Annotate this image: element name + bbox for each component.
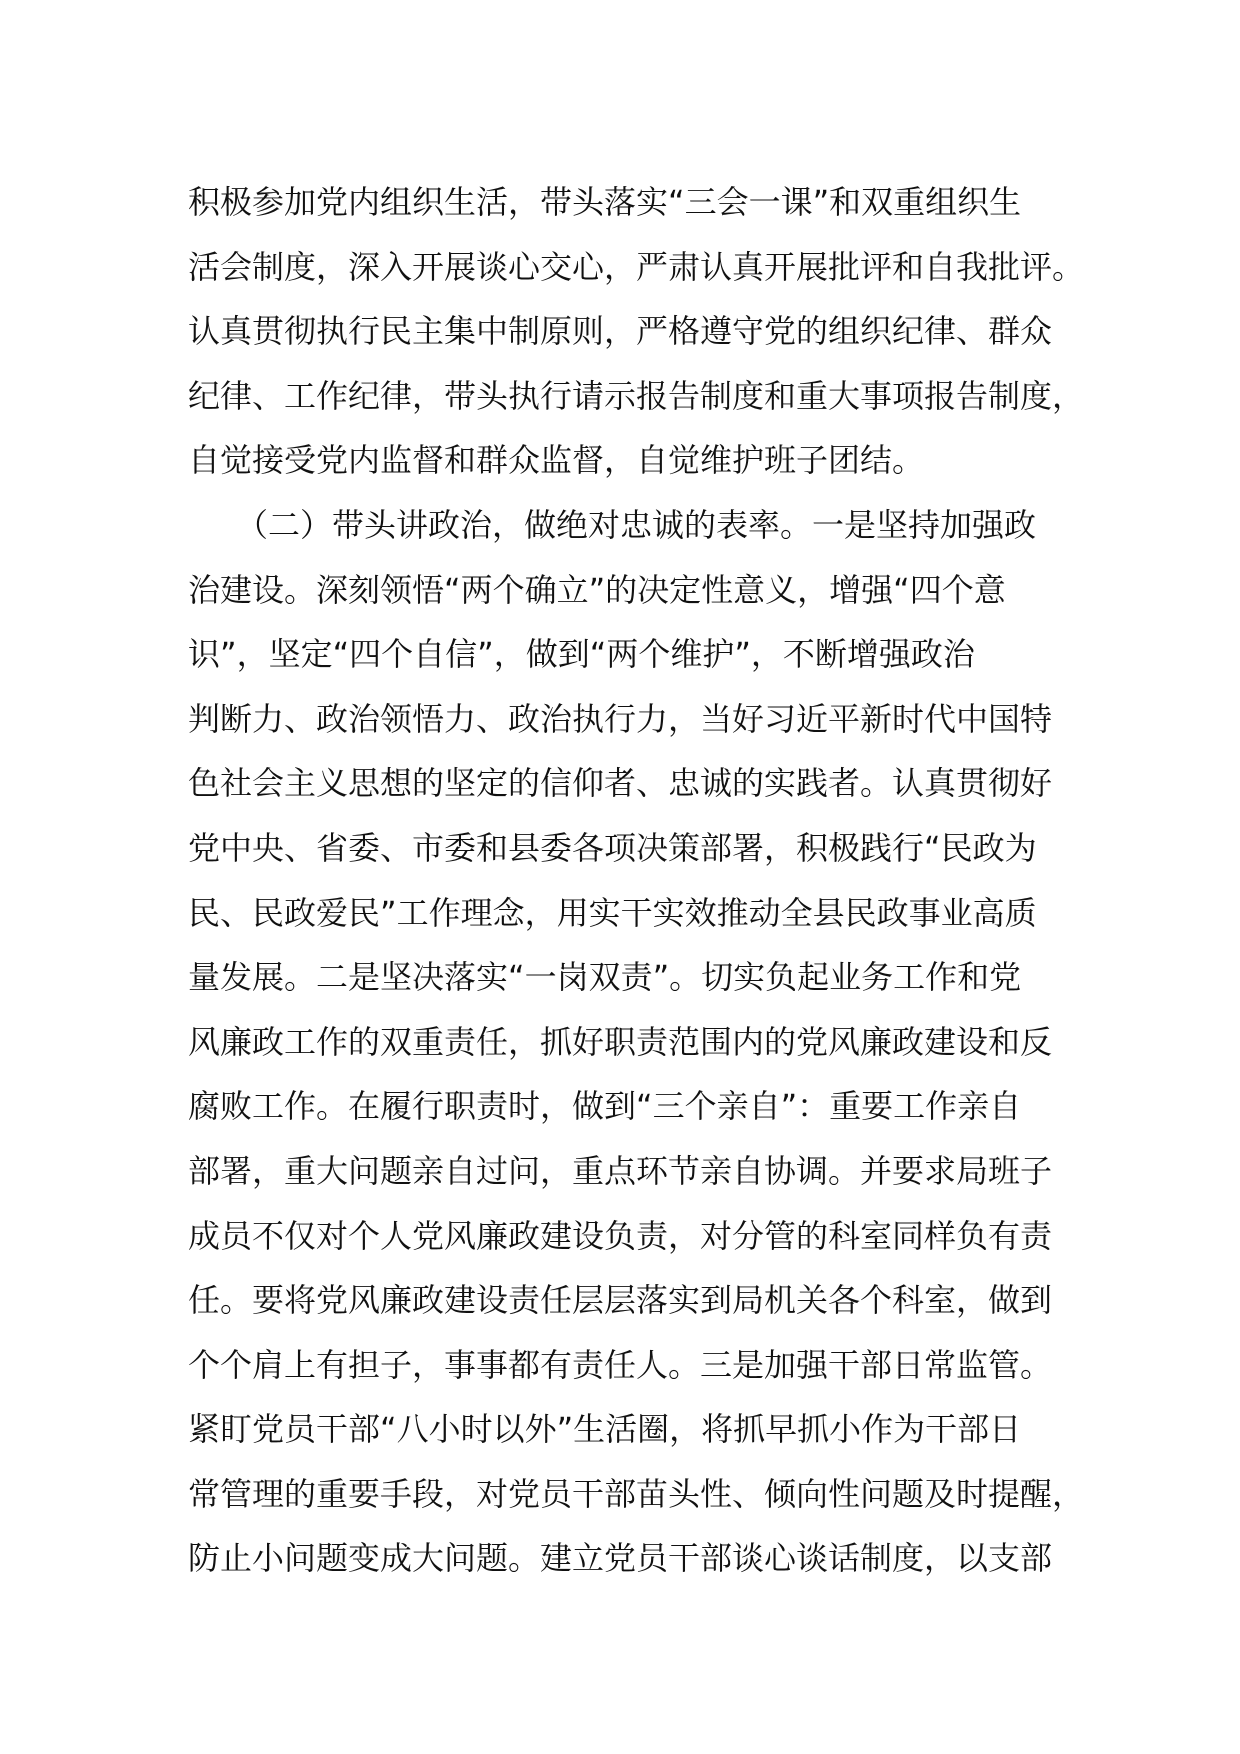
text-line: 识”，坚定“四个自信”，做到“两个维护”，不断增强政治: [188, 635, 975, 674]
text-line: 积极参加党内组织生活，带头落实“三会一课”和双重组织生: [188, 183, 1022, 221]
text-line: 判断力、政治领悟力、政治执行力，当好习近平新时代中国特: [188, 699, 1053, 738]
text-line: 量发展。二是坚决落实“一岗双责”。切实负起业务工作和党: [188, 958, 1022, 997]
text-line: 防止小问题变成大问题。建立党员干部谈心谈话制度，以支部: [188, 1539, 1053, 1578]
text-line: 常管理的重要手段，对党员干部苗头性、倾向性问题及时提醒，: [188, 1474, 1085, 1513]
text-line: 腐败工作。在履行职责时，做到“三个亲自”：重要工作亲自: [188, 1087, 1022, 1126]
text-line: 紧盯党员干部“八小时以外”生活圈，将抓早抓小作为干部日: [188, 1410, 1022, 1449]
text-line: （二）带头讲政治，做绝对忠诚的表率。一是坚持加强政: [188, 505, 1037, 544]
text-line: 风廉政工作的双重责任，抓好职责范围内的党风廉政建设和反: [188, 1022, 1053, 1061]
text-line: 任。要将党风廉政建设责任层层落实到局机关各个科室，做到: [188, 1281, 1053, 1320]
text-line: 治建设。深刻领悟“两个确立”的决定性意义，增强“四个意: [188, 570, 1006, 609]
text-line: 部署，重大问题亲自过问，重点环节亲自协调。并要求局班子: [188, 1151, 1053, 1190]
text-line: 成员不仅对个人党风廉政建设负责，对分管的科室同样负有责: [188, 1216, 1053, 1255]
text-line: 认真贯彻执行民主集中制原则，严格遵守党的组织纪律、群众: [188, 312, 1053, 351]
text-line: 自觉接受党内监督和群众监督，自觉维护班子团结。: [188, 441, 925, 480]
text-line: 党中央、省委、市委和县委各项决策部署，积极践行“民政为: [188, 828, 1037, 867]
text-line: 纪律、工作纪律，带头执行请示报告制度和重大事项报告制度，: [188, 376, 1085, 415]
text-line: 民、民政爱民”工作理念，用实干实效推动全县民政事业高质: [188, 893, 1037, 932]
body-text: [188, 170, 1088, 1591]
text-line: 色社会主义思想的坚定的信仰者、忠诚的实践者。认真贯彻好: [188, 764, 1053, 803]
text-line: 个个肩上有担子，事事都有责任人。三是加强干部日常监管。: [188, 1345, 1053, 1384]
text-line: 活会制度，深入开展谈心交心，严肃认真开展批评和自我批评。: [188, 247, 1085, 286]
